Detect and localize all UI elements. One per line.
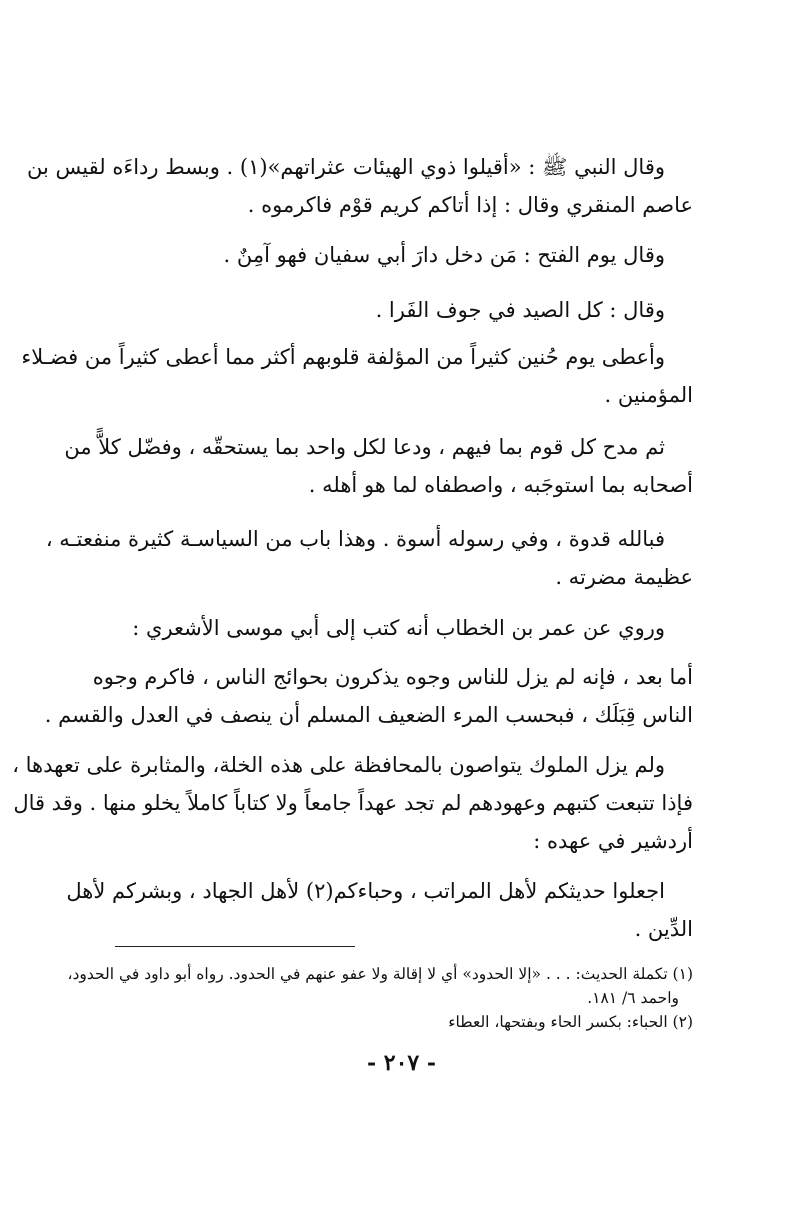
paragraph-line: وأعطى يوم حُنين كثيراً من المؤلفة قلوبهم أكثر مما أعطى كثيراً من فضـلاء (21, 345, 665, 369)
paragraph-7 (133, 609, 693, 647)
paragraph-6 (45, 520, 693, 596)
paragraph-1 (27, 148, 693, 224)
paragraph-line: وقال يوم الفتح : مَن دخل دارَ أبي سفيان فهو آمِنٌ . (223, 243, 665, 267)
paragraph-line: الناس قِبَلَك ، فبحسب المرء الضعيف المسلم أن ينصف في العدل والقسم . (44, 703, 693, 727)
paragraph-line: عظيمة مضرته . (555, 565, 693, 589)
paragraph-4 (21, 338, 693, 414)
footnote-1: (١) تكملة الحديث: . . . «إلا الحدود» أي لا إقالة ولا عفو عنهم في الحدود. رواه أبو داود في الحدود، (67, 965, 693, 983)
paragraph-line: عاصم المنقري وقال : إذا أتاكم كريم قوْم فاكرموه . (247, 193, 693, 217)
paragraph-line: ثم مدح كل قوم بما فيهم ، ودعا لكل واحد بما يستحقّه ، وفضّل كلاًّ من (64, 435, 665, 459)
paragraph-line: ولم يزل الملوك يتواصون بالمحافظة على هذه الخلة، والمثابرة على تعهدها ، (12, 753, 665, 777)
paragraph-line: وروي عن عمر بن الخطاب أنه كتب إلى أبي موسى الأشعري : (132, 616, 665, 640)
paragraph-5 (64, 428, 693, 504)
paragraph-10 (66, 872, 693, 948)
paragraph-line: أردشير في عهده : (533, 829, 693, 853)
footnote-1-continued: واحمد ٦/ ١٨١. (587, 989, 679, 1007)
paragraph-line: اجعلوا حديثكم لأهل المراتب ، وحباءكم(٢) لأهل الجهاد ، وبشركم لأهل (66, 879, 665, 903)
paragraph-line: أما بعد ، فإنه لم يزل للناس وجوه يذكرون بحوائج الناس ، فاكرم وجوه (92, 665, 693, 689)
footnote-2: (٢) الحباء: بكسر الحاء وبفتحها، العطاء (448, 1013, 693, 1031)
paragraph-line: وقال : كل الصيد في جوف الفَرا . (375, 298, 665, 322)
paragraph-line: أصحابه بما استوجَبه ، واصطفاه لما هو أهله . (308, 473, 693, 497)
paragraph-line: وقال النبي ﷺ : «أقيلوا ذوي الهيئات عثراتهم»(١) . وبسط رداءَه لقيس بن (27, 155, 665, 179)
paragraph-line: فإذا تتبعت كتبهم وعهودهم لم تجد عهداً جامعاً ولا كتاباً كاملاً يخلو منها . وقد قال (13, 791, 693, 815)
footnote-separator (115, 946, 355, 947)
paragraph-line: فبالله قدوة ، وفي رسوله أسوة . وهذا باب من السياسـة كثيرة منفعتـه ، (45, 527, 665, 551)
paragraph-9 (12, 746, 693, 860)
paragraph-2 (133, 236, 693, 274)
paragraph-3 (133, 291, 693, 329)
paragraph-line: الدِّين . (634, 917, 693, 941)
paragraph-8 (44, 658, 693, 734)
page-number: - ٢٠٧ - (366, 1050, 437, 1076)
paragraph-line: المؤمنين . (604, 383, 693, 407)
